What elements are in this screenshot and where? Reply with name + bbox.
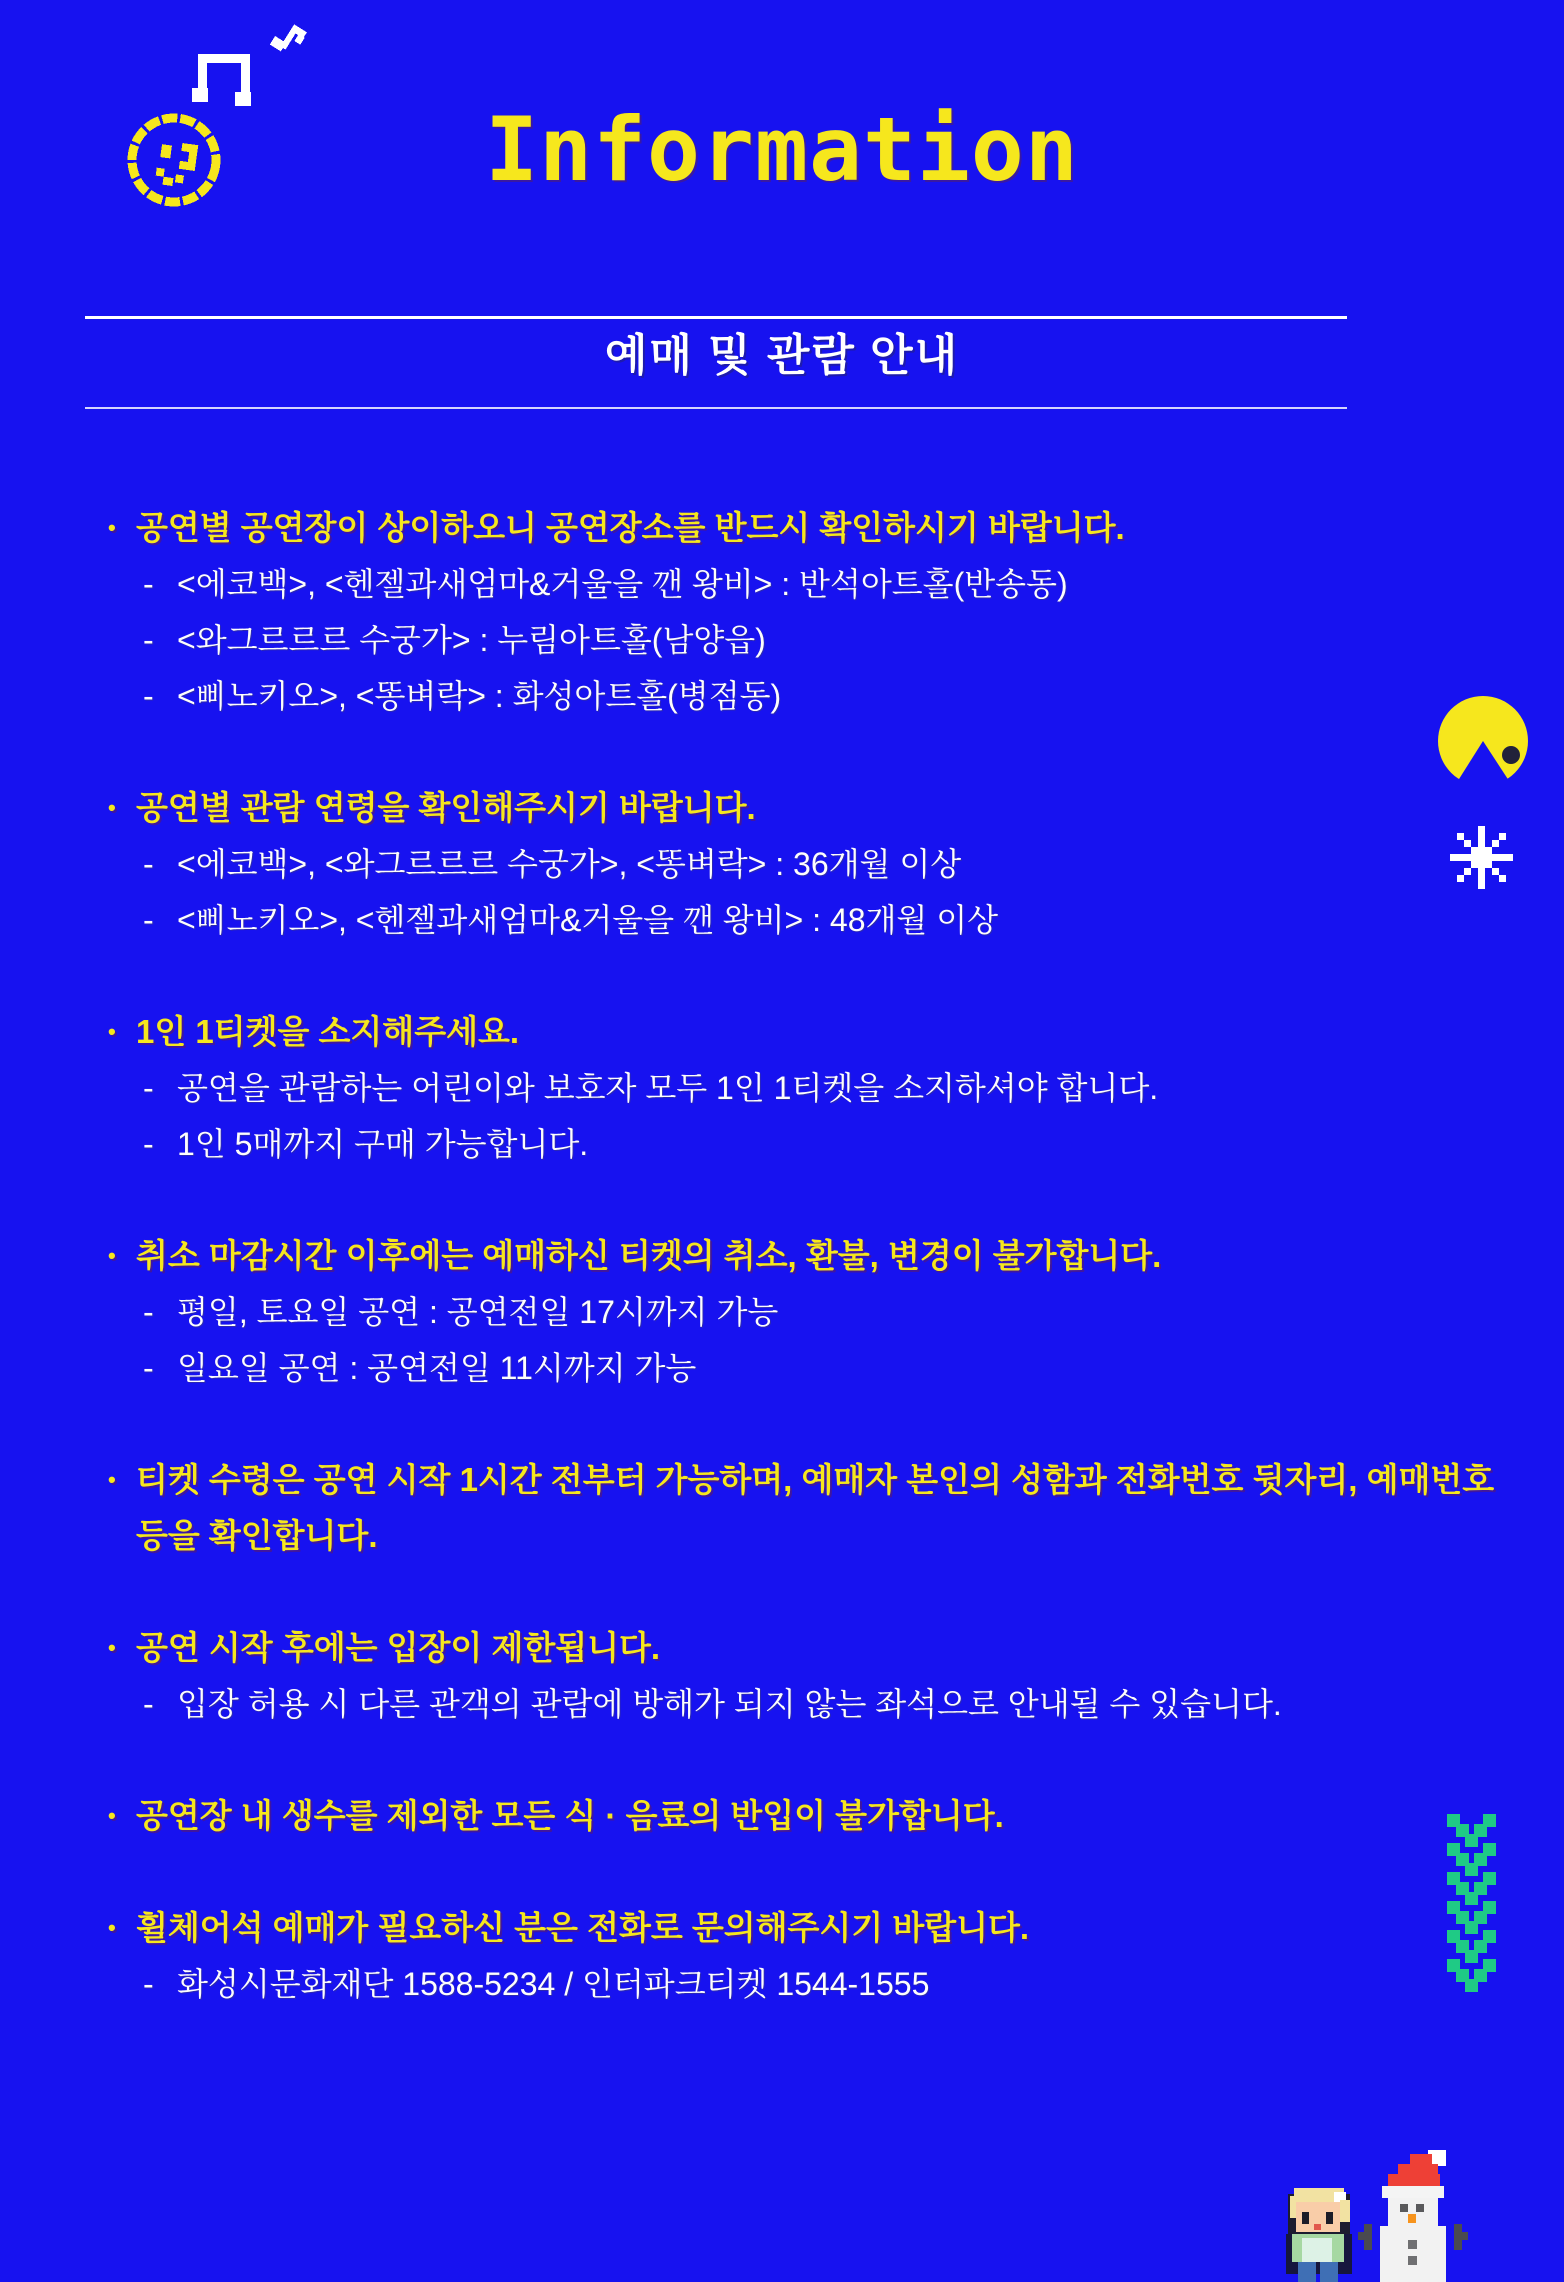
bullet-icon: • (108, 1803, 116, 1828)
dash-icon: - (143, 1966, 154, 2002)
dash-icon: - (143, 902, 154, 938)
notice-item (108, 612, 1508, 668)
notice-items (108, 1956, 1508, 2012)
notice-section (108, 1620, 1508, 1732)
dash-icon: - (143, 678, 154, 714)
notice-heading-text: 공연별 관람 연령을 확인해주시기 바랍니다. (136, 789, 756, 826)
notice-item-text: 1인 5매까지 구매 가능합니다. (177, 1126, 589, 1162)
notice-heading (108, 1228, 1508, 1284)
notice-item (108, 836, 1508, 892)
notice-item (108, 1676, 1508, 1732)
notice-item (108, 668, 1508, 724)
notice-section (108, 1452, 1508, 1564)
notice-list (108, 500, 1508, 2012)
notice-item (108, 556, 1508, 612)
notice-item-text: 화성시문화재단 1588-5234 / 인터파크티켓 1544-1555 (177, 1966, 930, 2002)
section-title: 예매 및 관람 안내 (604, 331, 960, 380)
notice-heading (108, 1620, 1508, 1676)
header-rule-bottom (85, 407, 1347, 409)
notice-heading (108, 1900, 1508, 1956)
notice-item (108, 1956, 1508, 2012)
notice-section (108, 500, 1508, 724)
notice-section (108, 1004, 1508, 1172)
notice-item-text: <삐노키오>, <헨젤과새엄마&거울을 깬 왕비> : 48개월 이상 (177, 902, 999, 938)
bullet-icon: • (108, 1635, 116, 1660)
dash-icon: - (143, 1686, 154, 1722)
notice-item-text: <삐노키오>, <똥벼락> : 화성아트홀(병점동) (177, 678, 782, 714)
notice-heading-text: 휠체어석 예매가 필요하신 분은 전화로 문의해주시기 바랍니다. (136, 1909, 1030, 1946)
notice-heading-text: 공연장 내 생수를 제외한 모든 식 · 음료의 반입이 불가합니다. (136, 1797, 1004, 1834)
notice-heading (108, 1788, 1508, 1844)
notice-heading-text: 티켓 수령은 공연 시작 1시간 전부터 가능하며, 예매자 본인의 성함과 전화번호 뒷자리, 예매번호 등을 확인합니다. (136, 1461, 1495, 1554)
notice-item-text: <에코백>, <와그르르르 수궁가>, <똥벼락> : 36개월 이상 (177, 846, 962, 882)
notice-item-text: 평일, 토요일 공연 : 공연전일 17시까지 가능 (177, 1294, 779, 1330)
notice-section (108, 1228, 1508, 1396)
page-title: Information (485, 98, 1079, 201)
notice-section (108, 780, 1508, 948)
dash-icon: - (143, 1070, 154, 1106)
notice-heading (108, 500, 1508, 556)
notice-item (108, 1340, 1508, 1396)
notice-items (108, 1060, 1508, 1172)
bullet-icon: • (108, 1915, 116, 1940)
dash-icon: - (143, 1350, 154, 1386)
notice-item (108, 1284, 1508, 1340)
notice-items (108, 836, 1508, 948)
notice-items (108, 556, 1508, 724)
notice-heading (108, 780, 1508, 836)
notice-item-text: 일요일 공연 : 공연전일 11시까지 가능 (177, 1350, 697, 1386)
notice-item-text: <에코백>, <헨젤과새엄마&거울을 깬 왕비> : 반석아트홀(반송동) (177, 566, 1068, 602)
notice-item-text: <와그르르르 수궁가> : 누림아트홀(남양읍) (177, 622, 766, 658)
bullet-icon: • (108, 1019, 116, 1044)
notice-item-text: 입장 허용 시 다른 관객의 관람에 방해가 되지 않는 좌석으로 안내될 수 있습니다. (177, 1686, 1282, 1722)
bullet-icon: • (108, 1467, 116, 1492)
dash-icon: - (143, 622, 154, 658)
dash-icon: - (143, 1294, 154, 1330)
notice-heading (108, 1004, 1508, 1060)
notice-heading-text: 1인 1티켓을 소지해주세요. (136, 1013, 519, 1050)
notice-heading-text: 공연 시작 후에는 입장이 제한됩니다. (136, 1629, 661, 1666)
notice-heading-text: 공연별 공연장이 상이하오니 공연장소를 반드시 확인하시기 바랍니다. (136, 509, 1125, 546)
notice-items (108, 1676, 1508, 1732)
notice-item-text: 공연을 관람하는 어린이와 보호자 모두 1인 1티켓을 소지하셔야 합니다. (177, 1070, 1159, 1106)
notice-items (108, 1284, 1508, 1396)
pixel-person-icon (1286, 2186, 1360, 2282)
notice-section (108, 1900, 1508, 2012)
snowman-icon (1358, 2148, 1468, 2282)
notice-item (108, 1060, 1508, 1116)
notice-item (108, 892, 1508, 948)
dash-icon: - (143, 846, 154, 882)
dash-icon: - (143, 1126, 154, 1162)
dash-icon: - (143, 566, 154, 602)
header-rule-top (85, 316, 1347, 319)
notice-item (108, 1116, 1508, 1172)
notice-section (108, 1788, 1508, 1844)
notice-heading (108, 1452, 1508, 1564)
bullet-icon: • (108, 1243, 116, 1268)
notice-heading-text: 취소 마감시간 이후에는 예매하신 티켓의 취소, 환불, 변경이 불가합니다. (136, 1237, 1162, 1274)
bullet-icon: • (108, 515, 116, 540)
music-notes-icon (188, 4, 318, 112)
bullet-icon: • (108, 795, 116, 820)
